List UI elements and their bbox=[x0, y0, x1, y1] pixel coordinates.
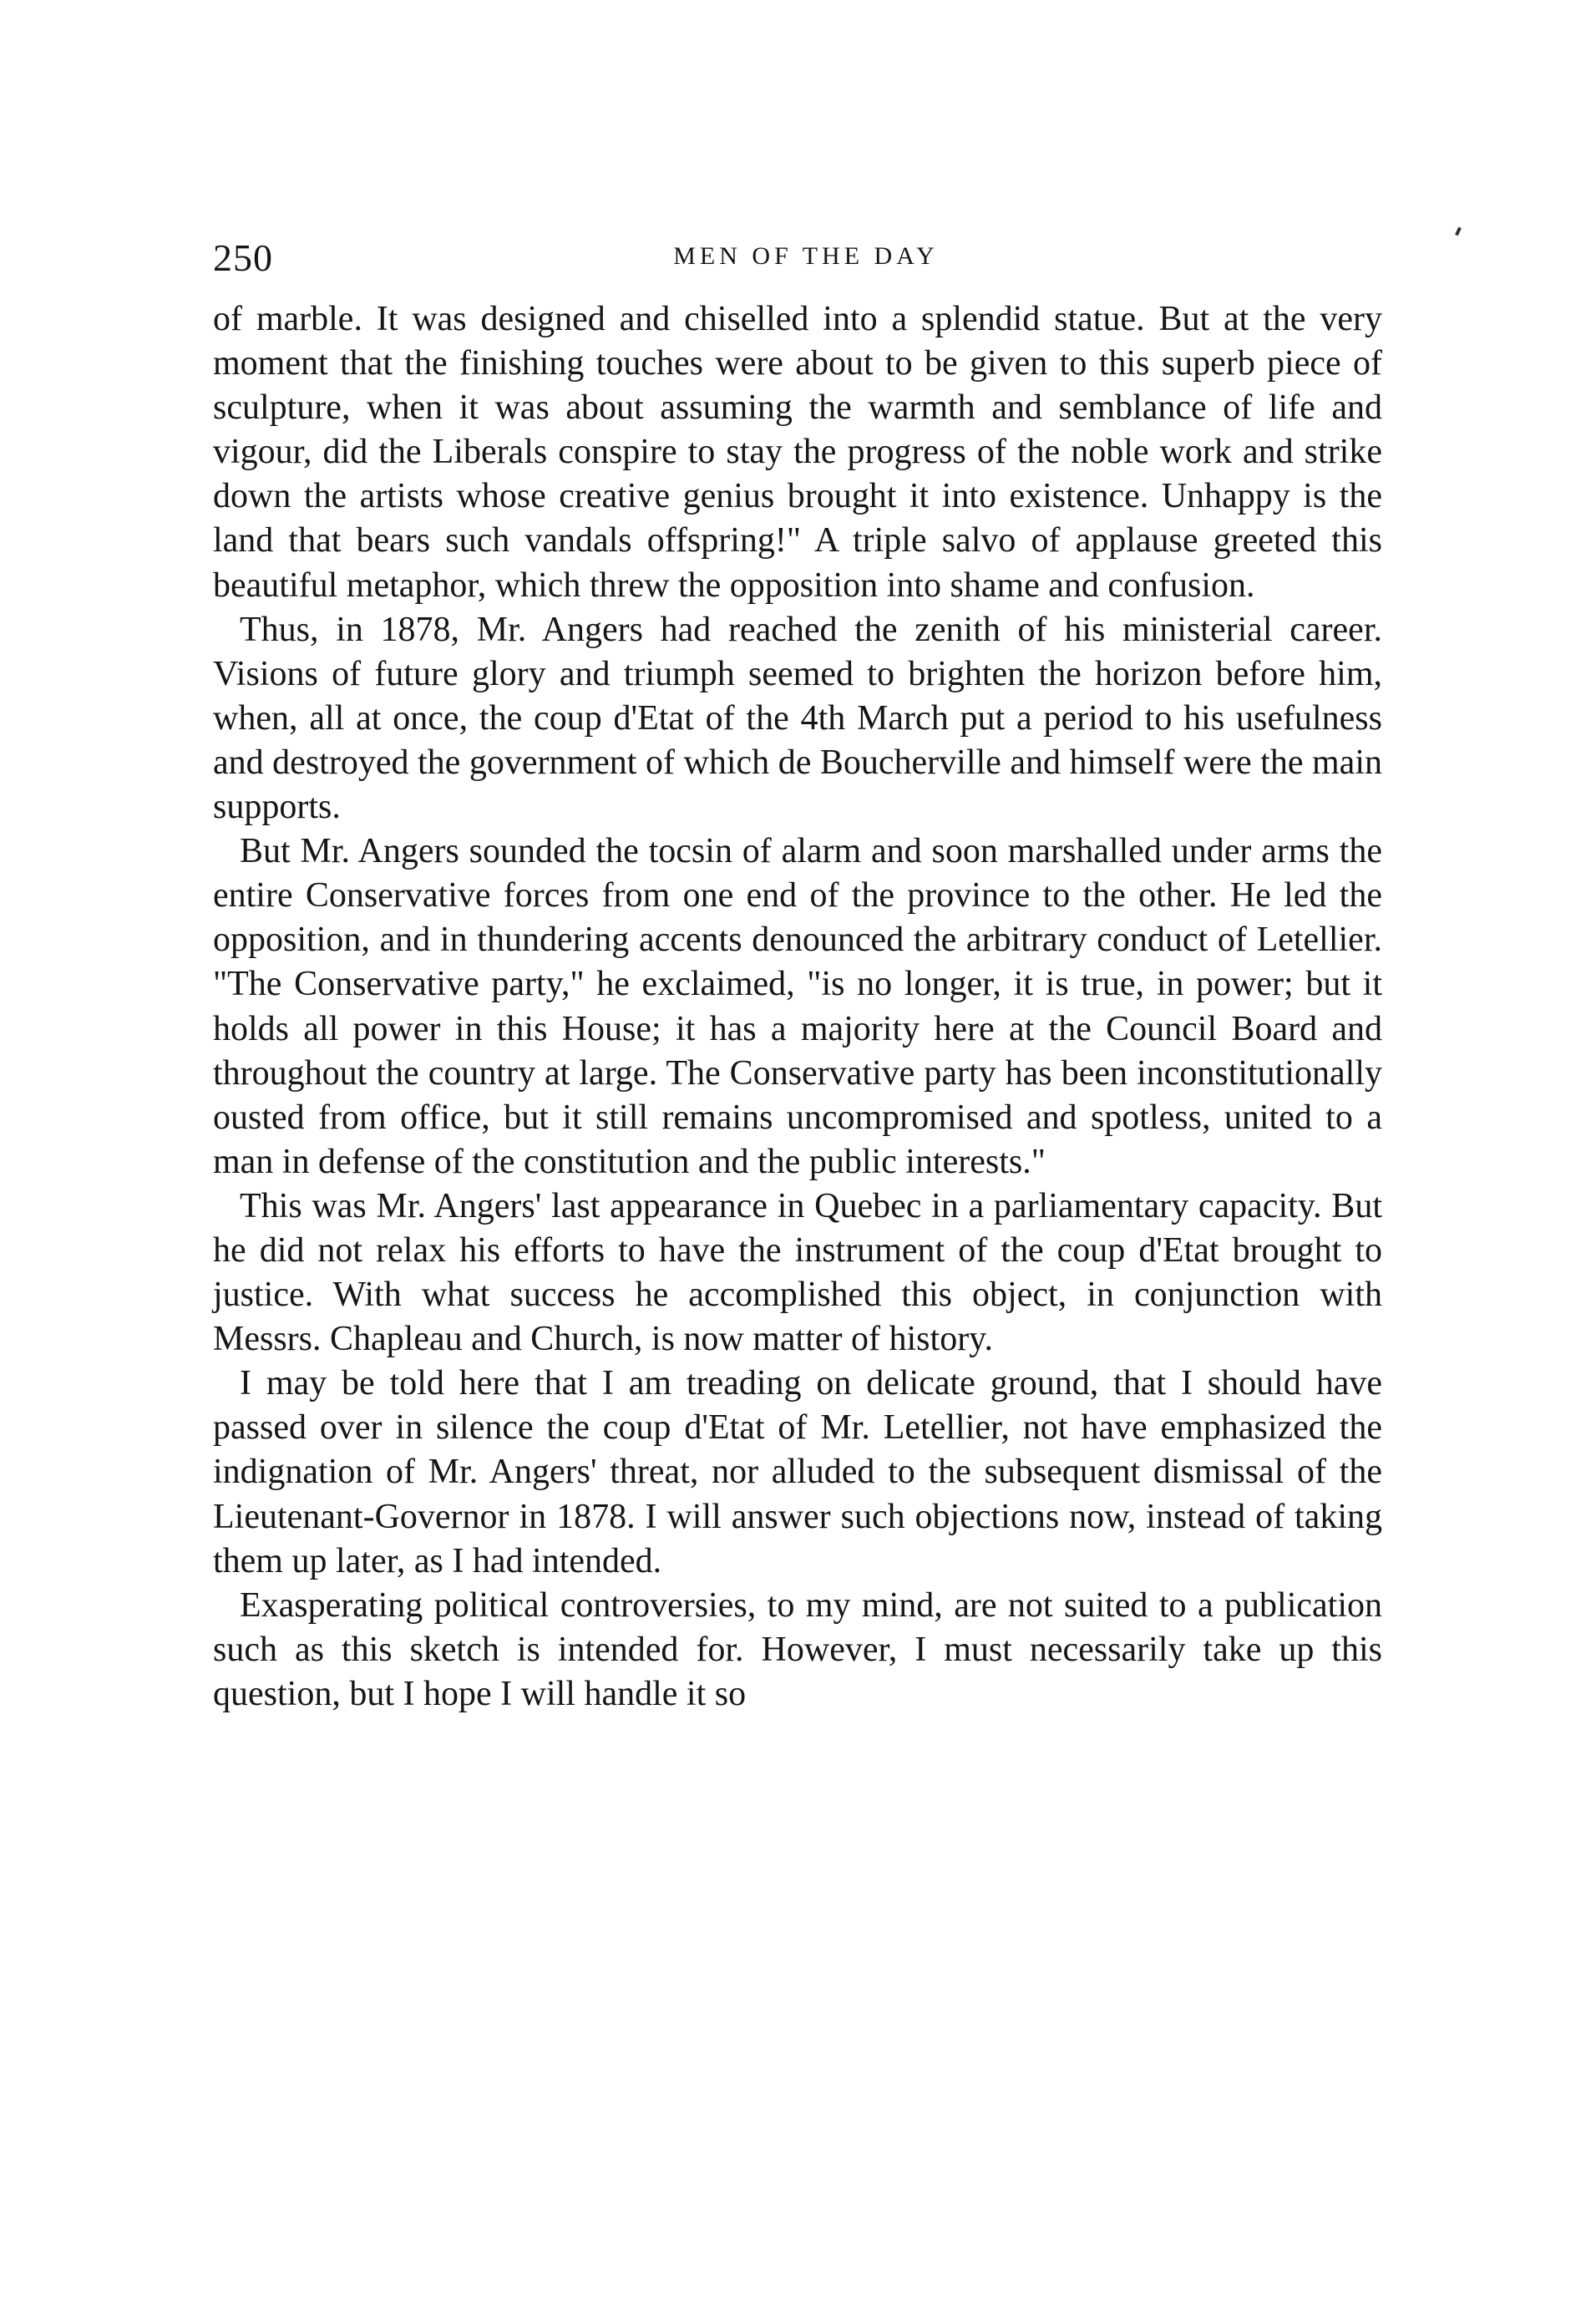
paragraph-2: Thus, in 1878, Mr. Angers had reached the zenith of his ministerial career. Visions of future glory and triumph seemed to brighten the horizon before him, when, all at once, the coup d'Etat of the 4th March put a period to his usefulness and destroyed the government of which de Boucherville and himself were the main supports. bbox=[213, 610, 1382, 827]
page-header bbox=[213, 236, 1382, 286]
running-head: MEN OF THE DAY bbox=[673, 242, 939, 270]
body-text bbox=[213, 297, 1382, 1717]
paragraph-3: But Mr. Angers sounded the tocsin of alarm and soon marshalled under arms the entire Conservative forces from one end of the province to the other. He led the opposition, and in thundering accents denounced the arbitrary conduct of Letellier. "The Conservative party," he exclaimed, "is no longer, it is true, in power; but it holds all power in this House; it has a majority here at the Council Board and throughout the country at large. The Conservative party has been inconstitutionally ousted from office, but it still remains uncompromised and spotless, united to a man in defense of the constitution and the public interests." bbox=[213, 832, 1382, 1181]
paragraph-5: I may be told here that I am treading on delicate ground, that I should have passed over in silence the coup d'Etat of Mr. Letellier, not have emphasized the indignation of Mr. Angers' threat, nor alluded to the subsequent dismissal of the Lieutenant-Governor in 1878. I will answer such objections now, instead of taking them up later, as I had intended. bbox=[213, 1364, 1382, 1580]
paragraph-4: This was Mr. Angers' last appearance in Quebec in a parliamentary capacity. But he did not relax his efforts to have the instrument of the coup d'Etat brought to justice. With what success he accomplished this object, in conjunction with Messrs. Chapleau and Church, is now matter of history. bbox=[213, 1186, 1382, 1359]
scan-speck bbox=[1455, 227, 1462, 236]
page-number: 250 bbox=[213, 236, 273, 279]
paragraph-1: of marble. It was designed and chiselled into a splendid statue. But at the very moment that the finishing touches were about to be given to this superb piece of sculpture, when it was about assuming the warmth and semblance of life and vigour, did the Liberals conspire to stay the progress of the noble work and strike down the artists whose creative genius brought it into existence. Unhappy is the land that bears such vandals offspring!" A triple salvo of applause greeted this beautiful metaphor, which threw the opposition into shame and confusion. bbox=[213, 300, 1382, 605]
paragraph-6: Exasperating political controversies, to my mind, are not suited to a publication such as this sketch is intended for. However, I must necessarily take up this question, but I hope I will handle it so bbox=[213, 1585, 1382, 1713]
